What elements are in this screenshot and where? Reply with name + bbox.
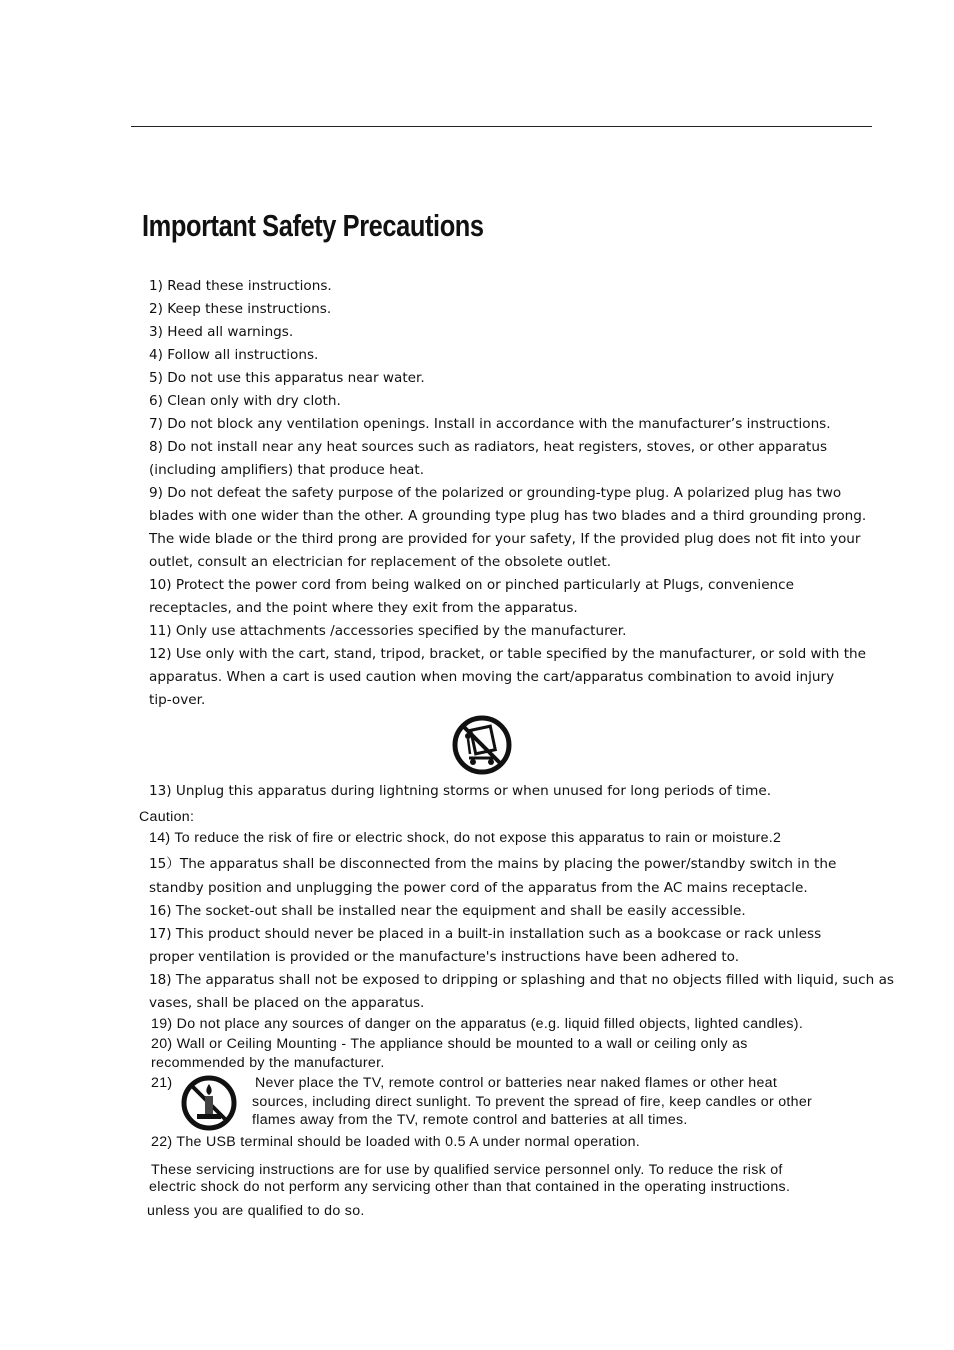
page-title: Important Safety Precautions	[142, 208, 484, 243]
header-rule	[131, 126, 872, 127]
list-item: 1) Read these instructions.	[149, 278, 332, 294]
list-item: recommended by the manufacturer.	[151, 1055, 385, 1071]
list-item: 17) This product should never be placed in a built-in installation such as a bookcase or rack unless	[149, 926, 822, 942]
list-item: 20) Wall or Ceiling Mounting - The appliance should be mounted to a wall or ceiling only as	[151, 1036, 748, 1052]
list-item: 16) The socket-out shall be installed near the equipment and shall be easily accessible.	[149, 903, 746, 919]
list-item: 11) Only use attachments /accessories specified by the manufacturer.	[149, 623, 627, 639]
no-open-flame-icon	[179, 1074, 239, 1132]
list-item: 15）The apparatus shall be disconnected from the mains by placing the power/standby switch in the	[149, 856, 837, 872]
list-item: 13) Unplug this apparatus during lightning storms or when unused for long periods of time.	[149, 783, 772, 799]
list-item: outlet, consult an electrician for replacement of the obsolete outlet.	[149, 554, 612, 570]
servicing-note: unless you are qualified to do so.	[147, 1203, 365, 1219]
list-item: tip-over.	[149, 692, 206, 708]
list-item: 9) Do not defeat the safety purpose of the polarized or grounding-type plug. A polarized plug has two	[149, 485, 842, 501]
list-item: 4) Follow all instructions.	[149, 347, 319, 363]
caution-heading: Caution:	[139, 809, 195, 825]
list-item: 6) Clean only with dry cloth.	[149, 393, 341, 409]
list-item: 18) The apparatus shall not be exposed to dripping or splashing and that no objects filled with liquid, such as	[149, 972, 894, 988]
list-item: vases, shall be placed on the apparatus.	[149, 995, 425, 1011]
list-item: The wide blade or the third prong are provided for your safety, If the provided plug does not fit into your	[149, 531, 861, 547]
list-item: 7) Do not block any ventilation openings. Install in accordance with the manufacturer’s instructions.	[149, 416, 831, 432]
list-item: blades with one wider than the other. A grounding type plug has two blades and a third grounding prong.	[149, 508, 867, 524]
list-item: 2) Keep these instructions.	[149, 301, 332, 317]
list-item: apparatus. When a cart is used caution when moving the cart/apparatus combination to avoid injury	[149, 669, 835, 685]
list-item: 19) Do not place any sources of danger on the apparatus (e.g. liquid filled objects, lighted candles).	[151, 1016, 804, 1032]
list-item: Never place the TV, remote control or batteries near naked flames or other heat	[255, 1075, 778, 1091]
list-item: 22) The USB terminal should be loaded with 0.5 A under normal operation.	[151, 1134, 641, 1150]
list-item: (including amplifiers) that produce heat.	[149, 462, 425, 478]
list-item: receptacles, and the point where they exit from the apparatus.	[149, 600, 578, 616]
list-item: sources, including direct sunlight. To prevent the spread of fire, keep candles or other	[252, 1094, 813, 1110]
list-item: 10) Protect the power cord from being walked on or pinched particularly at Plugs, convenience	[149, 577, 795, 593]
cart-tip-over-warning-icon	[451, 714, 513, 776]
servicing-note: These servicing instructions are for use by qualified service personnel only. To reduce the risk of	[151, 1162, 783, 1178]
list-item: standby position and unplugging the power cord of the apparatus from the AC mains receptacle.	[149, 880, 808, 896]
servicing-note: electric shock do not perform any servicing other than that contained in the operating instructions.	[149, 1179, 791, 1195]
list-item: 14) To reduce the risk of fire or electric shock, do not expose this apparatus to rain or moisture.2	[149, 830, 782, 846]
list-item-number: 21)	[151, 1075, 173, 1091]
list-item: 12) Use only with the cart, stand, tripod, bracket, or table specified by the manufacturer, or sold with the	[149, 646, 867, 662]
list-item: 3) Heed all warnings.	[149, 324, 294, 340]
list-item: 5) Do not use this apparatus near water.	[149, 370, 425, 386]
list-item: 8) Do not install near any heat sources such as radiators, heat registers, stoves, or other apparatus	[149, 439, 828, 455]
list-item: proper ventilation is provided or the manufacture's instructions have been adhered to.	[149, 949, 740, 965]
list-item: flames away from the TV, remote control and batteries at all times.	[252, 1112, 688, 1128]
